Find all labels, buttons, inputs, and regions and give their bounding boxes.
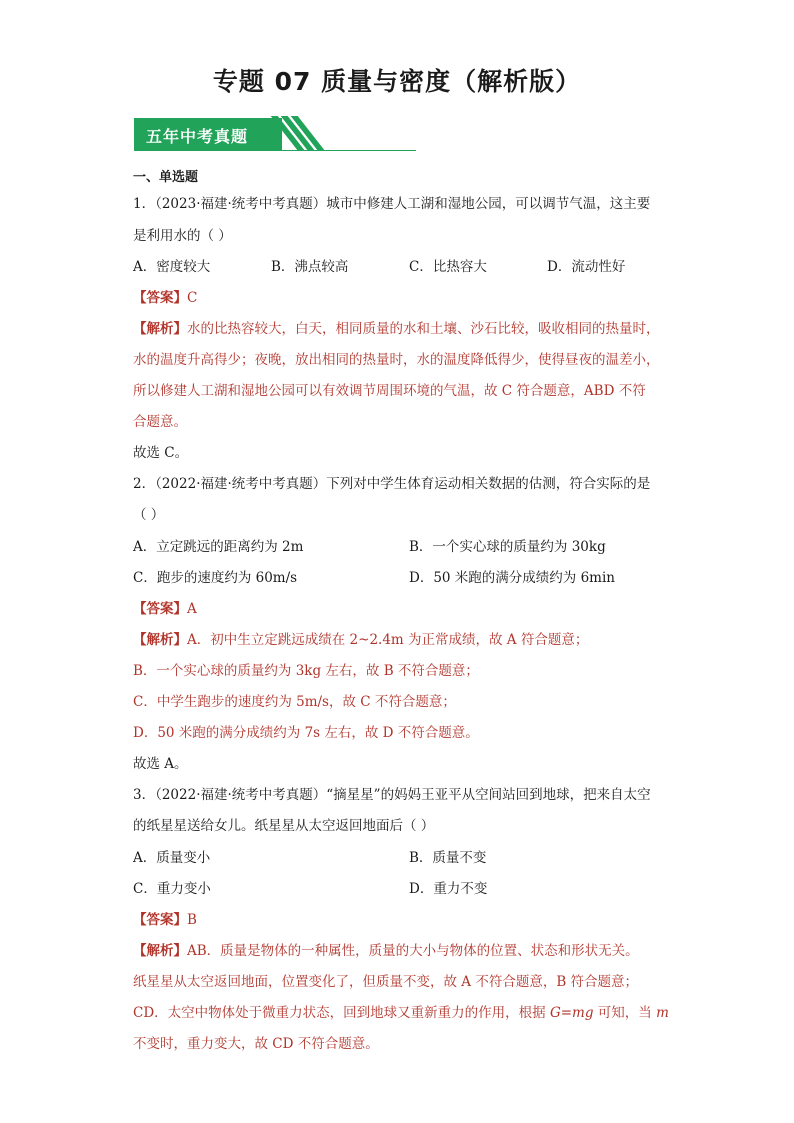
q1-analysis-line: 合题意。 (133, 414, 187, 430)
q2-analysis-line (133, 628, 588, 648)
analysis-text: A．初中生立定跳远成绩在 2~2.4m 为正常成绩，故 A 符合题意； (187, 632, 589, 648)
answer-value: B (187, 912, 197, 928)
analysis-text: 可知，当 (593, 1005, 657, 1021)
q1-option-b: B．沸点较高 (271, 259, 349, 275)
q1-conclusion: 故选 C。 (133, 445, 189, 461)
q1-analysis-line (133, 317, 660, 337)
q1-analysis-line: 水的温度升高得少；夜晚，放出相同的热量时，水的温度降低得少，使得昼夜的温差小， (133, 352, 660, 368)
analysis-text: CD．太空中物体处于微重力状态，回到地球又重新重力的作用，根据 (133, 1005, 550, 1021)
analysis-text: AB．质量是物体的一种属性，质量的大小与物体的位置、状态和形状无关。 (187, 943, 639, 959)
q1-option-c: C．比热容大 (409, 259, 487, 275)
q3-option-d: D．重力不变 (409, 881, 488, 897)
q3-option-c: C．重力变小 (133, 881, 211, 897)
formula: G=mg (549, 1005, 594, 1021)
question-1-stem-cont: 是利用水的（ ） (133, 228, 232, 244)
answer-value: A (187, 601, 197, 617)
answer-label: 【答案】 (133, 912, 187, 928)
answer-label: 【答案】 (133, 601, 187, 617)
q2-option-b: B．一个实心球的质量约为 30kg (409, 539, 606, 555)
q2-answer (133, 597, 197, 617)
analysis-label: 【解析】 (133, 321, 187, 337)
q1-option-a: A．密度较大 (133, 259, 211, 275)
page-title: 专题 07 质量与密度（解析版） (212, 67, 582, 96)
q3-option-b: B．质量不变 (409, 850, 487, 866)
q3-answer (133, 908, 197, 928)
variable-m: m (656, 1005, 669, 1021)
analysis-label: 【解析】 (133, 632, 187, 648)
question-3-stem: 3．（2022·福建·统考中考真题）“摘星星”的妈妈王亚平从空间站回到地球，把来自太空 (133, 787, 651, 803)
banner-underline (134, 150, 416, 151)
q1-option-d: D．流动性好 (547, 259, 626, 275)
q3-analysis-line: 不变时，重力变大，故 CD 不符合题意。 (133, 1036, 379, 1052)
q1-analysis-line: 所以修建人工湖和湿地公园可以有效调节周围环境的气温，故 C 符合题意，ABD 不符 (133, 383, 646, 399)
analysis-label: 【解析】 (133, 943, 187, 959)
question-3-stem-cont: 的纸星星送给女儿。纸星星从太空返回地面后（ ） (133, 818, 435, 834)
q2-analysis-line: C．中学生跑步的速度约为 5m/s，故 C 不符合题意； (133, 694, 456, 710)
q3-analysis-line (133, 1001, 669, 1021)
banner-label: 五年中考真题 (146, 127, 249, 146)
answer-label: 【答案】 (133, 290, 187, 306)
q3-option-a: A．质量变小 (133, 850, 211, 866)
q3-analysis-line: 纸星星从太空返回地面，位置变化了，但质量不变，故 A 不符合题意，B 符合题意； (133, 974, 639, 990)
q2-option-a: A．立定跳远的距离约为 2m (133, 539, 304, 555)
question-1-stem: 1．（2023·福建·统考中考真题）城市中修建人工湖和湿地公园，可以调节气温，这主要 (133, 196, 651, 212)
answer-value: C (187, 290, 198, 306)
q1-answer (133, 286, 197, 306)
q2-option-d: D．50 米跑的满分成绩约为 6min (409, 570, 615, 586)
section-banner (134, 116, 416, 152)
q3-analysis-line (133, 939, 639, 959)
question-2-stem: 2．（2022·福建·统考中考真题）下列对中学生体育运动相关数据的估测，符合实际的是 (133, 476, 651, 492)
q2-option-c: C．跑步的速度约为 60m/s (133, 570, 298, 586)
q2-conclusion: 故选 A。 (133, 756, 188, 772)
q2-analysis-line: B．一个实心球的质量约为 3kg 左右，故 B 不符合题意； (133, 663, 479, 679)
section-heading: 一、单选题 (133, 170, 199, 185)
question-2-stem-cont: （ ） (133, 507, 165, 523)
q2-analysis-line: D．50 米跑的满分成绩约为 7s 左右，故 D 不符合题意。 (133, 725, 479, 741)
analysis-text: 水的比热容较大，白天，相同质量的水和土壤、沙石比较，吸收相同的热量时， (187, 321, 660, 337)
